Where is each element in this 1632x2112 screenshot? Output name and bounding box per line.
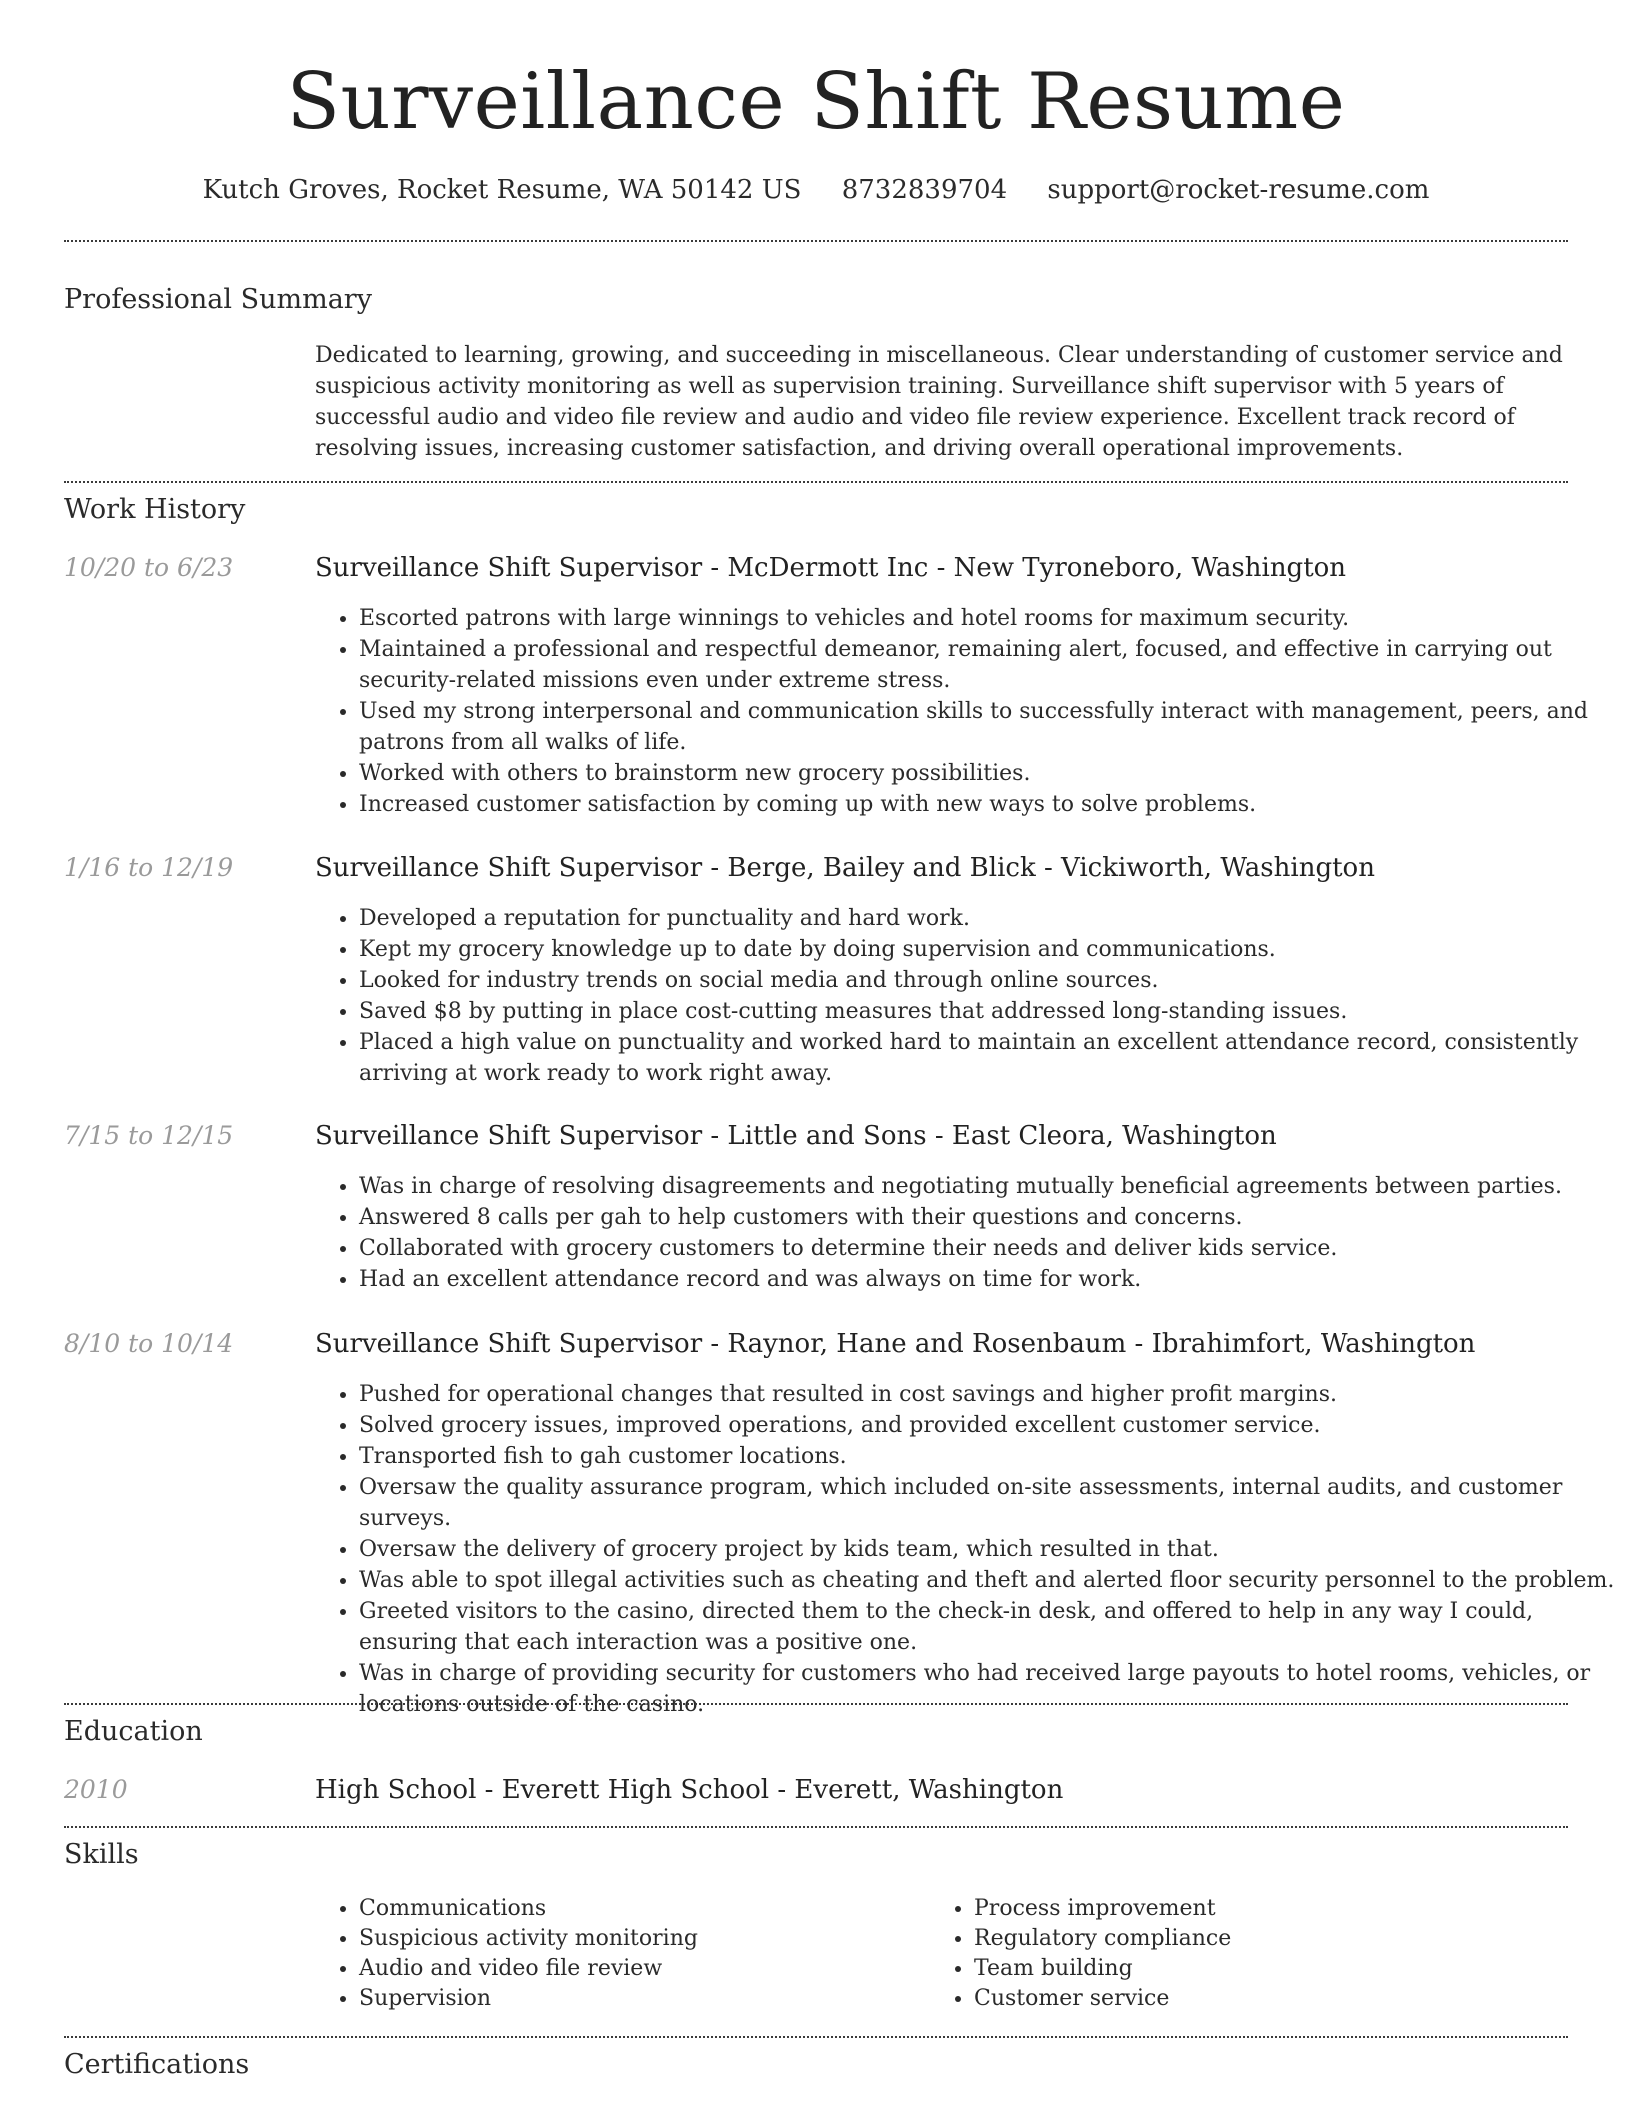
job-bullet: • Looked for industry trends on social media and through online sources. [359,965,1619,996]
section-title-summary: Professional Summary [64,284,372,315]
section-title-work-history: Work History [64,494,246,525]
job-bullet: • Collaborated with grocery customers to determine their needs and deliver kids service. [359,1233,1619,1264]
job-bullet: • Maintained a professional and respectful demeanor, remaining alert, focused, and effective in carrying out security-related missions even under extreme stress. [359,634,1619,696]
job-bullets [315,1379,1619,1720]
summary-text: Dedicated to learning, growing, and succeeding in miscellaneous. Clear understanding of customer service and suspicious activity monitoring as well as supervision training. Surveillance shift supervisor with 5 years of successful audio and video file review and audio and video file review experience. Excellent track record of resolving issues, increasing customer satisfaction, and driving overall operational improvements. [315,343,1563,461]
job-bullet: • Developed a reputation for punctuality and hard work. [359,903,1619,934]
job-bullet: • Kept my grocery knowledge up to date by doing supervision and communications. [359,934,1619,965]
job-bullet: • Worked with others to brainstorm new grocery possibilities. [359,758,1619,789]
skill-item: • Team building [974,1954,1534,1984]
section-title-certifications: Certifications [64,2049,250,2080]
skill-item: • Communications [359,1894,919,1924]
job-dates: 8/10 to 10/14 [64,1329,234,1358]
job-bullet: • Transported fish to gah customer locations. [359,1441,1619,1472]
job-bullet: • Pushed for operational changes that resulted in cost savings and higher profit margins. [359,1379,1619,1410]
job-bullet: • Oversaw the quality assurance program, which included on-site assessments, internal audits, and customer surveys. [359,1472,1619,1534]
job-bullet: • Was able to spot illegal activities such as cheating and theft and alerted floor security personnel to the problem. [359,1565,1619,1596]
contact-line [0,172,1632,208]
contact-email: support@rocket-resume.com [1047,175,1430,205]
education-year: 2010 [64,1775,128,1804]
job-bullet: • Placed a high value on punctuality and worked hard to maintain an excellent attendance record, consistently arriving at work ready to work right away. [359,1027,1619,1089]
education-entry: High School - Everett High School - Everett, Washington [315,1775,1064,1805]
job-dates: 7/15 to 12/15 [64,1121,234,1150]
job-bullet: • Oversaw the delivery of grocery project by kids team, which resulted in that. [359,1534,1619,1565]
job-bullet: • Was in charge of resolving disagreements and negotiating mutually beneficial agreements between parties. [359,1171,1619,1202]
job-dates: 1/16 to 12/19 [64,853,234,882]
divider [64,2036,1568,2038]
job-bullet: • Had an excellent attendance record and was always on time for work. [359,1264,1619,1295]
contact-address: Kutch Groves, Rocket Resume, WA 50142 US [202,175,802,205]
divider [64,1826,1568,1828]
job-bullets [315,1171,1619,1295]
job-bullet: • Answered 8 calls per gah to help customers with their questions and concerns. [359,1202,1619,1233]
job-bullets [315,903,1619,1089]
job-dates: 10/20 to 6/23 [64,553,234,582]
job-bullet: • Saved $8 by putting in place cost-cutting measures that addressed long-standing issues. [359,996,1619,1027]
job-bullet: • Was in charge of providing security for customers who had received large payouts to hotel rooms, vehicles, or locations outside of the casino. [359,1658,1619,1720]
skill-item: • Process improvement [974,1894,1534,1924]
job-bullet: • Greeted visitors to the casino, directed them to the check-in desk, and offered to help in any way I could, ensuring that each interaction was a positive one. [359,1596,1619,1658]
skill-item: • Supervision [359,1984,919,2014]
job-bullet: • Escorted patrons with large winnings to vehicles and hotel rooms for maximum security. [359,603,1619,634]
job-title: Surveillance Shift Supervisor - Berge, Bailey and Blick - Vickiworth, Washington [315,853,1375,883]
job-title: Surveillance Shift Supervisor - Little and Sons - East Cleora, Washington [315,1121,1277,1151]
job-bullets [315,603,1619,820]
skills-list-right [930,1894,1534,2014]
job-title: Surveillance Shift Supervisor - McDermott Inc - New Tyroneboro, Washington [315,553,1347,583]
skills-list-left [315,1894,919,2014]
job-bullet: • Solved grocery issues, improved operations, and provided excellent customer service. [359,1410,1619,1441]
job-title: Surveillance Shift Supervisor - Raynor, Hane and Rosenbaum - Ibrahimfort, Washington [315,1329,1476,1359]
divider [64,1703,1568,1705]
contact-phone: 8732839704 [841,175,1008,205]
job-bullet: • Increased customer satisfaction by coming up with new ways to solve problems. [359,789,1619,820]
section-title-skills: Skills [64,1839,139,1870]
skill-item: • Suspicious activity monitoring [359,1924,919,1954]
section-title-education: Education [64,1716,203,1747]
job-bullet: • Used my strong interpersonal and communication skills to successfully interact with management, peers, and patrons from all walks of life. [359,696,1619,758]
skill-item: • Regulatory compliance [974,1924,1534,1954]
skill-item: • Customer service [974,1984,1534,2014]
divider [64,240,1568,242]
divider [64,481,1568,483]
skill-item: • Audio and video file review [359,1954,919,1984]
resume-title: Surveillance Shift Resume [286,57,1346,147]
